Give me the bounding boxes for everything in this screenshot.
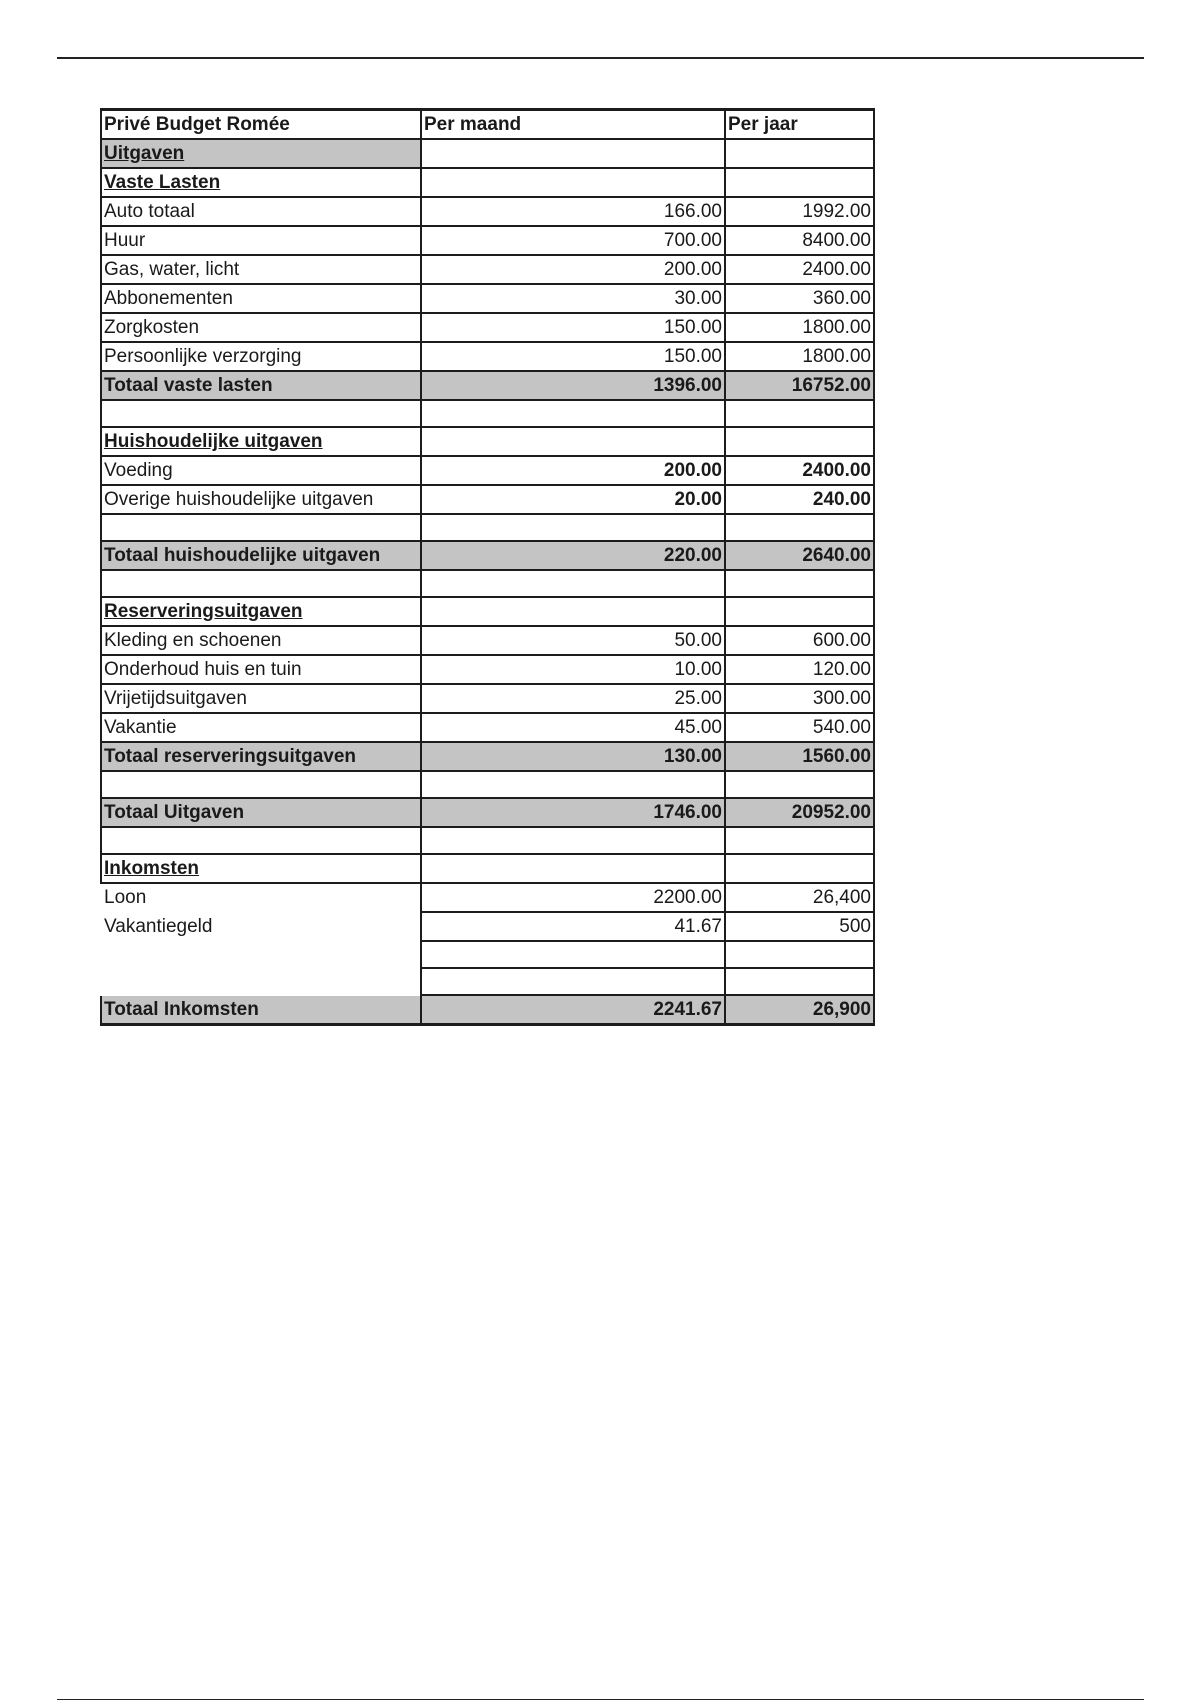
row-month-value: 166.00 <box>421 197 725 226</box>
total-row-uitgaven <box>101 798 874 827</box>
table-row <box>101 456 874 485</box>
section-row <box>101 854 874 883</box>
row-month-value: 30.00 <box>421 284 725 313</box>
total-row-reservering <box>101 742 874 771</box>
row-label: Loon <box>101 883 421 912</box>
table-row <box>101 226 874 255</box>
row-month-value: 150.00 <box>421 313 725 342</box>
row-year-value: 2400.00 <box>725 456 874 485</box>
row-month-value: 700.00 <box>421 226 725 255</box>
table-row <box>101 626 874 655</box>
row-year-value: 26,400 <box>725 883 874 912</box>
table-header-row <box>101 110 874 140</box>
total-row-inkomsten <box>101 995 874 1025</box>
row-month-value: 200.00 <box>421 255 725 284</box>
row-year-value: 600.00 <box>725 626 874 655</box>
table-row <box>101 342 874 371</box>
row-label: Auto totaal <box>101 197 421 226</box>
section-row <box>101 168 874 197</box>
total-year-value: 2640.00 <box>725 541 874 570</box>
row-label: Kleding en schoenen <box>101 626 421 655</box>
row-month-value: 20.00 <box>421 485 725 514</box>
table-row <box>101 883 874 912</box>
total-month-value: 1396.00 <box>421 371 725 400</box>
row-year-value: 540.00 <box>725 713 874 742</box>
total-label: Totaal Uitgaven <box>101 798 421 827</box>
row-year-value: 1992.00 <box>725 197 874 226</box>
section-row <box>101 427 874 456</box>
row-year-value: 1800.00 <box>725 342 874 371</box>
total-month-value: 130.00 <box>421 742 725 771</box>
row-year-value: 120.00 <box>725 655 874 684</box>
total-year-value: 1560.00 <box>725 742 874 771</box>
row-label: Vakantiegeld <box>101 912 421 941</box>
row-year-value: 300.00 <box>725 684 874 713</box>
total-year-value: 20952.00 <box>725 798 874 827</box>
section-heading-inkomsten: Inkomsten <box>101 854 421 883</box>
row-month-value: 10.00 <box>421 655 725 684</box>
column-header-year: Per jaar <box>725 110 874 140</box>
blank-row <box>101 400 874 427</box>
row-month-value: 25.00 <box>421 684 725 713</box>
row-label: Gas, water, licht <box>101 255 421 284</box>
total-month-value: 2241.67 <box>421 995 725 1025</box>
row-label: Onderhoud huis en tuin <box>101 655 421 684</box>
row-month-value: 150.00 <box>421 342 725 371</box>
table-row <box>101 197 874 226</box>
row-year-value: 8400.00 <box>725 226 874 255</box>
table-row <box>101 485 874 514</box>
table-row <box>101 912 874 941</box>
row-month-value: 41.67 <box>421 912 725 941</box>
row-year-value: 240.00 <box>725 485 874 514</box>
section-heading-huishoudelijk: Huishoudelijke uitgaven <box>101 427 421 456</box>
section-heading-reservering: Reserveringsuitgaven <box>101 597 421 626</box>
row-month-value: 200.00 <box>421 456 725 485</box>
table-row <box>101 684 874 713</box>
row-label: Voeding <box>101 456 421 485</box>
total-row-vaste-lasten <box>101 371 874 400</box>
total-label: Totaal Inkomsten <box>101 995 421 1025</box>
row-label: Persoonlijke verzorging <box>101 342 421 371</box>
row-year-value: 2400.00 <box>725 255 874 284</box>
blank-row <box>101 514 874 541</box>
section-heading-uitgaven: Uitgaven <box>101 139 421 168</box>
total-year-value: 16752.00 <box>725 371 874 400</box>
total-label: Totaal huishoudelijke uitgaven <box>101 541 421 570</box>
column-header-month: Per maand <box>421 110 725 140</box>
page-header-rule <box>57 57 1144 59</box>
blank-row <box>101 570 874 597</box>
row-label: Vakantie <box>101 713 421 742</box>
section-row <box>101 139 874 168</box>
blank-row <box>101 968 874 995</box>
row-year-value: 360.00 <box>725 284 874 313</box>
total-month-value: 220.00 <box>421 541 725 570</box>
row-label: Abbonementen <box>101 284 421 313</box>
row-month-value: 45.00 <box>421 713 725 742</box>
row-month-value: 2200.00 <box>421 883 725 912</box>
table-row <box>101 655 874 684</box>
row-year-value: 1800.00 <box>725 313 874 342</box>
blank-row <box>101 941 874 968</box>
section-heading-vaste-lasten: Vaste Lasten <box>101 168 421 197</box>
blank-row <box>101 771 874 798</box>
table-row <box>101 713 874 742</box>
total-label: Totaal reserveringsuitgaven <box>101 742 421 771</box>
table-row <box>101 284 874 313</box>
row-label: Huur <box>101 226 421 255</box>
total-month-value: 1746.00 <box>421 798 725 827</box>
total-row-huishoudelijk <box>101 541 874 570</box>
row-label: Overige huishoudelijke uitgaven <box>101 485 421 514</box>
row-month-value: 50.00 <box>421 626 725 655</box>
row-label: Vrijetijdsuitgaven <box>101 684 421 713</box>
budget-table <box>100 108 875 1026</box>
table-title: Privé Budget Romée <box>101 110 421 140</box>
total-year-value: 26,900 <box>725 995 874 1025</box>
section-row <box>101 597 874 626</box>
table-row <box>101 255 874 284</box>
blank-row <box>101 827 874 854</box>
total-label: Totaal vaste lasten <box>101 371 421 400</box>
row-label: Zorgkosten <box>101 313 421 342</box>
row-year-value: 500 <box>725 912 874 941</box>
table-row <box>101 313 874 342</box>
